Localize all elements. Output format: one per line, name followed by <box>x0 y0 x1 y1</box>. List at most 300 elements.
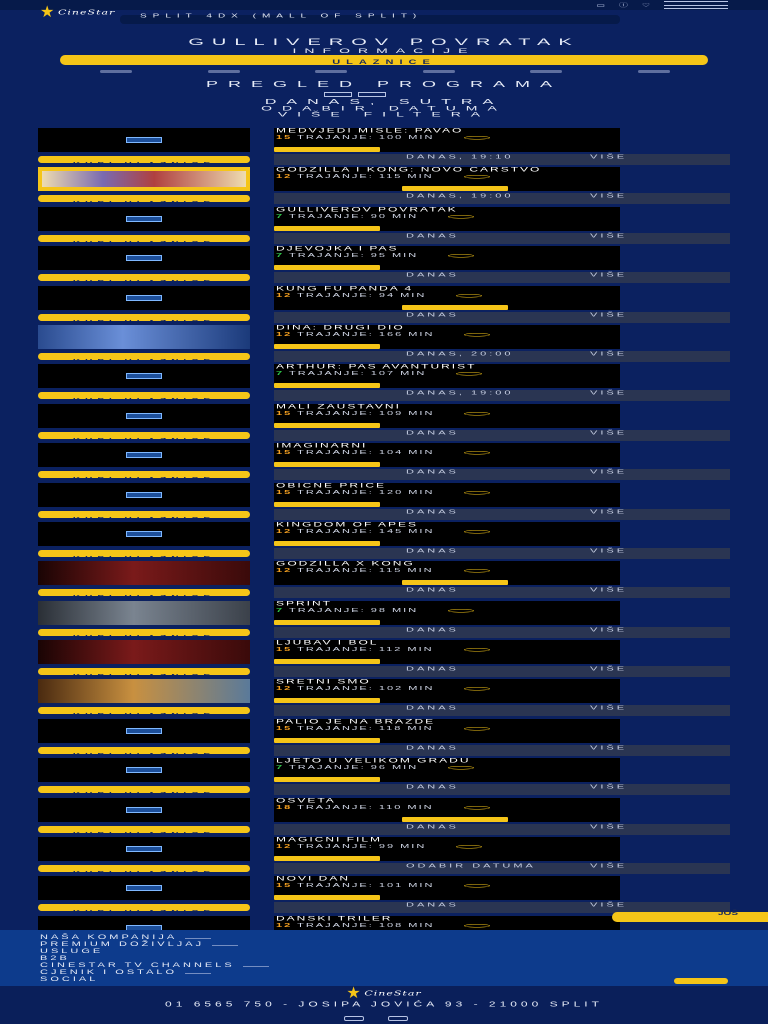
buy-tickets-button[interactable] <box>38 629 250 636</box>
movie-info[interactable] <box>274 325 620 349</box>
format-icon <box>448 215 474 219</box>
social-icons <box>344 1016 408 1021</box>
showtime-band <box>274 233 730 244</box>
cinema-name: SPLIT 4DX (MALL OF SPLIT) <box>140 13 423 20</box>
movie-title[interactable]: LJUBAV I BOL <box>276 640 379 647</box>
showtime-day[interactable]: DANAS, 19:00 <box>406 390 514 397</box>
movie-meta <box>276 214 474 219</box>
age-rating-badge: 7 <box>276 213 285 220</box>
movie-info[interactable] <box>274 246 620 270</box>
star-icon: ★ <box>346 985 361 1002</box>
movie-info[interactable] <box>274 876 620 900</box>
buy-tickets-button[interactable] <box>38 550 250 557</box>
movie-info[interactable] <box>274 128 620 152</box>
carousel-dot[interactable] <box>638 70 670 73</box>
movie-duration: TRAJANJE: 118 MIN <box>297 725 434 732</box>
buy-tickets-button[interactable] <box>38 432 250 439</box>
movie-info[interactable] <box>274 640 620 664</box>
movie-row <box>38 207 730 246</box>
date-picker[interactable]: ODABIR DATUMA <box>261 104 507 112</box>
movie-meta <box>276 490 490 495</box>
movie-actions <box>38 233 730 244</box>
movie-actions <box>38 784 730 795</box>
language-tag <box>274 147 380 152</box>
buy-tickets-button[interactable] <box>38 904 250 911</box>
format-icon <box>464 648 490 652</box>
buy-tickets-button[interactable] <box>38 353 250 360</box>
format-icon <box>456 293 482 297</box>
movie-meta <box>276 923 490 928</box>
language-tag <box>402 817 508 822</box>
footer-address: 01 6565 750 - JOSIPA JOVIĆA 93 - 21000 SPLIT <box>165 1000 603 1009</box>
carousel-dot[interactable] <box>315 70 347 73</box>
image-placeholder-icon <box>126 295 162 301</box>
chevron-down-icon <box>185 938 211 939</box>
movie-meta <box>276 647 490 652</box>
showtime-band <box>274 627 730 638</box>
movie-meta <box>276 568 490 573</box>
program-title: PREGLED PROGRAMA <box>205 79 563 89</box>
buy-tickets-button[interactable] <box>38 392 250 399</box>
image-placeholder-icon <box>126 413 162 419</box>
movie-actions <box>38 351 730 362</box>
movie-info[interactable] <box>274 364 620 388</box>
movie-row <box>38 798 730 837</box>
buy-tickets-button[interactable] <box>38 274 250 281</box>
age-rating-badge: 12 <box>276 528 293 535</box>
age-rating-badge: 15 <box>276 410 293 417</box>
movie-poster[interactable] <box>38 758 250 782</box>
movie-meta <box>276 608 474 613</box>
movie-duration: TRAJANJE: 120 MIN <box>297 489 435 496</box>
more-link[interactable]: VIŠE <box>590 587 628 594</box>
movie-duration: TRAJANJE: 96 MIN <box>288 764 419 771</box>
more-link[interactable]: VIŠE <box>590 823 628 830</box>
movie-info[interactable] <box>274 404 620 428</box>
carousel-dot[interactable] <box>208 70 240 73</box>
chevron-down-icon <box>243 966 269 967</box>
more-link[interactable]: VIŠE <box>590 429 628 436</box>
footer-link[interactable]: SOCIAL <box>40 975 99 983</box>
language-tag <box>274 659 380 664</box>
movie-title[interactable]: OBIČNE PRIČE <box>276 482 387 489</box>
movie-info[interactable] <box>274 522 620 546</box>
showtime-day[interactable]: DANAS <box>406 626 459 633</box>
movie-row <box>38 286 730 325</box>
movie-poster[interactable] <box>38 798 250 822</box>
movie-poster[interactable] <box>38 246 250 270</box>
movie-title[interactable]: KINGDOM OF APES <box>276 521 419 528</box>
movie-title[interactable]: DJEVOJKA I PAS <box>276 246 399 253</box>
showtime-day[interactable]: DANAS <box>406 587 459 594</box>
movie-poster[interactable] <box>38 483 250 507</box>
buy-tickets-button[interactable] <box>38 195 250 202</box>
movie-meta <box>276 450 490 455</box>
movie-info[interactable] <box>274 837 620 861</box>
movie-meta <box>276 765 474 770</box>
language-tag <box>274 698 380 703</box>
buy-tickets-button[interactable] <box>38 511 250 518</box>
buy-tickets-button[interactable] <box>38 589 250 596</box>
format-icon <box>464 530 490 534</box>
showtime-band <box>274 705 730 716</box>
movie-actions <box>38 154 730 165</box>
language-tag <box>274 265 380 270</box>
movie-poster[interactable] <box>38 719 250 743</box>
more-link[interactable]: VIŠE <box>590 626 628 633</box>
info-icon[interactable]: ⓘ <box>618 1 628 8</box>
movie-title[interactable]: PALIO JE NA BRAZDE <box>276 718 436 725</box>
age-rating-badge: 15 <box>276 646 293 653</box>
buy-tickets-button[interactable] <box>38 826 250 833</box>
movie-list <box>38 128 730 955</box>
top-icons <box>596 0 728 10</box>
showtime-band <box>274 351 730 362</box>
showtime-day[interactable]: ODABIR DATUMA <box>406 863 536 870</box>
image-placeholder-icon <box>126 255 162 261</box>
movie-meta <box>276 805 490 810</box>
movie-poster[interactable] <box>38 837 250 861</box>
movie-poster[interactable] <box>38 286 250 310</box>
showtime-band <box>274 430 730 441</box>
format-icon <box>464 569 490 573</box>
list-view-toggle[interactable] <box>358 92 386 97</box>
age-rating-badge: 12 <box>276 173 293 180</box>
movie-duration: TRAJANJE: 115 MIN <box>297 173 434 180</box>
language-tag <box>402 580 508 585</box>
movie-title[interactable]: MAGIČNI FILM <box>276 837 383 844</box>
footer-link[interactable]: PREMIUM DOŽIVLJAJ <box>40 941 238 947</box>
showtime-day[interactable]: DANAS <box>406 744 459 751</box>
movie-actions <box>38 627 730 638</box>
movie-title[interactable]: KUNG FU PANDA 4 <box>276 285 414 292</box>
movie-info[interactable] <box>274 167 620 191</box>
image-placeholder-icon <box>126 137 162 143</box>
age-rating-badge: 7 <box>276 370 285 377</box>
footer-link[interactable]: NAŠA KOMPANIJA <box>40 934 211 940</box>
more-link[interactable]: VIŠE <box>590 863 628 870</box>
movie-info[interactable] <box>274 443 620 467</box>
age-rating-badge: 12 <box>276 331 293 338</box>
buy-tickets-button[interactable] <box>38 786 250 793</box>
movie-duration: TRAJANJE: 109 MIN <box>297 410 435 417</box>
showtime-day[interactable]: DANAS, 19:10 <box>406 154 514 160</box>
grid-view-toggle[interactable] <box>324 92 352 97</box>
movie-title[interactable]: NOVI DAN <box>276 876 351 883</box>
movie-meta <box>276 174 490 179</box>
showtime-band <box>274 587 730 598</box>
more-link[interactable]: VIŠE <box>590 272 628 279</box>
movie-actions <box>38 272 730 283</box>
image-placeholder-icon <box>126 531 162 537</box>
age-rating-badge: 7 <box>276 607 285 614</box>
footer-link[interactable]: B2B <box>40 954 70 962</box>
showtime-day[interactable]: DANAS, 20:00 <box>406 350 514 357</box>
movie-poster[interactable] <box>38 640 250 664</box>
movie-title[interactable]: LJETO U VELIKOM GRADU <box>276 758 471 765</box>
ticket-icon[interactable]: ▭ <box>596 1 605 8</box>
language-tag <box>274 423 380 428</box>
format-icon <box>448 254 474 258</box>
language-tag <box>274 462 380 467</box>
movie-actions <box>38 469 730 480</box>
movie-duration: TRAJANJE: 94 MIN <box>297 292 427 299</box>
hero-headline: GULLIVEROV POVRATAK <box>188 37 580 48</box>
format-icon <box>464 490 490 494</box>
showtime-day[interactable]: DANAS <box>406 232 459 239</box>
movie-row <box>38 758 730 797</box>
buy-tickets-button[interactable] <box>38 314 250 321</box>
movie-info[interactable] <box>274 561 620 585</box>
movie-poster[interactable] <box>38 876 250 900</box>
age-rating-badge: 7 <box>276 764 285 771</box>
movie-duration: TRAJANJE: 115 MIN <box>297 567 434 574</box>
movie-info[interactable] <box>274 286 620 310</box>
movie-title[interactable]: GODZILLA I KONG: NOVO CARSTVO <box>276 167 542 174</box>
age-rating-badge: 15 <box>276 449 293 456</box>
movie-row <box>38 719 730 758</box>
language-tag <box>274 856 380 861</box>
showtime-band <box>274 509 730 520</box>
format-icon <box>464 884 490 888</box>
movie-info[interactable] <box>274 719 620 743</box>
buy-tickets-button[interactable] <box>38 865 250 872</box>
buy-tickets-button[interactable] <box>38 471 250 478</box>
movie-poster[interactable] <box>38 404 250 428</box>
showtime-day[interactable]: DANAS <box>406 902 459 909</box>
movie-title[interactable]: GODZILLA X KONG <box>276 561 415 568</box>
showtime-day[interactable]: DANAS <box>406 508 459 515</box>
heart-icon[interactable]: ♡ <box>641 1 650 8</box>
language-tag <box>274 226 380 231</box>
age-rating-badge: 15 <box>276 134 293 141</box>
movie-actions <box>38 863 730 874</box>
movie-info[interactable] <box>274 679 620 703</box>
star-icon: ★ <box>40 4 55 21</box>
age-rating-badge: 18 <box>276 804 293 811</box>
movie-poster[interactable] <box>38 364 250 388</box>
movie-poster[interactable] <box>38 128 250 152</box>
movie-title[interactable]: SRETNI SMO <box>276 679 371 686</box>
movie-poster[interactable] <box>38 561 250 585</box>
movie-meta <box>276 253 474 258</box>
more-link[interactable]: VIŠE <box>590 390 628 397</box>
movie-row <box>38 128 730 167</box>
format-icon <box>464 451 490 455</box>
movie-meta <box>276 686 490 691</box>
format-icon <box>464 727 490 731</box>
movie-title[interactable]: GULLIVEROV POVRATAK <box>276 206 458 213</box>
movie-duration: TRAJANJE: 100 MIN <box>297 134 435 141</box>
tickets-cta-button[interactable]: ULAZNICE <box>60 55 708 65</box>
movie-title[interactable]: SPRINT <box>276 600 333 607</box>
movie-meta <box>276 844 482 849</box>
movie-row <box>38 640 730 679</box>
movie-actions <box>38 824 730 835</box>
movie-info[interactable] <box>274 601 620 625</box>
movie-duration: TRAJANJE: 112 MIN <box>297 646 434 653</box>
movie-info[interactable] <box>274 798 620 822</box>
buy-tickets-button[interactable] <box>38 668 250 675</box>
chevron-down-icon <box>212 945 238 946</box>
movie-poster[interactable] <box>38 601 250 625</box>
format-icon <box>448 608 474 612</box>
movie-info[interactable] <box>274 483 620 507</box>
showtime-day[interactable]: DANAS <box>406 429 459 436</box>
movie-row <box>38 601 730 640</box>
footer-accent[interactable] <box>674 978 728 984</box>
more-link[interactable]: VIŠE <box>590 666 628 673</box>
movie-title[interactable]: MEDVJEDI MISLE: PAVAO <box>276 128 464 134</box>
footer-link[interactable]: CINESTAR TV CHANNELS <box>40 962 269 968</box>
movie-poster[interactable] <box>38 522 250 546</box>
buy-tickets-button[interactable] <box>38 235 250 242</box>
more-link[interactable]: VIŠE <box>590 469 628 476</box>
movie-actions <box>38 666 730 677</box>
image-placeholder-icon <box>126 216 162 222</box>
showtime-band <box>274 154 730 165</box>
footer-link[interactable]: USLUGE <box>40 947 104 955</box>
age-rating-badge: 12 <box>276 922 293 929</box>
carousel-dots[interactable] <box>100 70 670 73</box>
format-icon <box>464 924 490 928</box>
more-link[interactable]: VIŠE <box>590 311 628 318</box>
movie-actions <box>38 548 730 559</box>
showtime-band <box>274 824 730 835</box>
movie-title[interactable]: OSVETA <box>276 797 336 804</box>
footer-link[interactable]: CJENIK I OSTALO <box>40 969 211 975</box>
format-icon <box>464 805 490 809</box>
buy-tickets-button[interactable] <box>38 707 250 714</box>
movie-title[interactable]: DANSKI TRILER <box>276 915 393 922</box>
movie-title[interactable]: MALI ZAUSTAVNI <box>276 403 401 410</box>
showtime-day[interactable]: DANAS <box>406 547 459 554</box>
footer-logo[interactable]: ★ CineStar <box>346 985 422 1002</box>
more-link[interactable]: VIŠE <box>590 902 628 909</box>
more-link[interactable]: VIŠE <box>590 232 628 239</box>
age-rating-badge: 15 <box>276 489 293 496</box>
movie-info[interactable] <box>274 207 620 231</box>
movie-poster[interactable] <box>38 325 250 349</box>
movie-poster[interactable] <box>38 207 250 231</box>
showtime-band <box>274 784 730 795</box>
movie-row <box>38 404 730 443</box>
format-icon <box>448 766 474 770</box>
age-rating-badge: 12 <box>276 685 293 692</box>
facebook-icon[interactable] <box>344 1016 364 1021</box>
movie-title[interactable]: IMAGINARNI <box>276 443 368 450</box>
more-link[interactable]: VIŠE <box>590 744 628 751</box>
movie-row <box>38 443 730 482</box>
movie-row <box>38 364 730 403</box>
more-link[interactable]: VIŠE <box>590 154 628 160</box>
showtime-band <box>274 272 730 283</box>
movie-row <box>38 679 730 718</box>
showtime-day[interactable]: DANAS <box>406 311 459 318</box>
showtime-day[interactable]: DANAS <box>406 666 459 673</box>
menu-icon[interactable] <box>664 1 728 9</box>
more-link[interactable]: VIŠE <box>590 350 628 357</box>
showtime-band <box>274 745 730 756</box>
carousel-dot[interactable] <box>100 70 132 73</box>
format-icon <box>464 333 490 337</box>
language-tag <box>274 895 380 900</box>
movie-poster[interactable] <box>38 679 250 703</box>
movie-actions <box>38 312 730 323</box>
language-tag <box>274 620 380 625</box>
movie-row <box>38 837 730 876</box>
movie-meta <box>276 371 482 376</box>
movie-poster[interactable] <box>38 167 250 191</box>
age-rating-badge: 15 <box>276 725 293 732</box>
cinestar-logo[interactable]: ★ CineStar <box>40 4 116 21</box>
showtime-band <box>274 390 730 401</box>
movie-poster[interactable] <box>38 443 250 467</box>
movie-row <box>38 325 730 364</box>
instagram-icon[interactable] <box>388 1016 408 1021</box>
load-more-button[interactable]: JOŠ <box>612 912 768 922</box>
carousel-dot[interactable] <box>423 70 455 73</box>
movie-meta <box>276 529 490 534</box>
movie-duration: TRAJANJE: 107 MIN <box>288 370 427 377</box>
movie-actions <box>38 705 730 716</box>
carousel-dot[interactable] <box>530 70 562 73</box>
more-link[interactable]: VIŠE <box>590 193 628 200</box>
hero-subline: INFORMACIJE <box>292 46 476 55</box>
more-link[interactable]: VIŠE <box>590 508 628 515</box>
showtime-day[interactable]: DANAS <box>406 823 459 830</box>
movie-meta <box>276 883 490 888</box>
showtime-band <box>274 666 730 677</box>
movie-actions <box>38 587 730 598</box>
date-selector[interactable]: DANAS, SUTRA <box>264 98 504 106</box>
more-link[interactable]: VIŠE <box>590 547 628 554</box>
format-icon <box>464 687 490 691</box>
showtime-day[interactable]: DANAS, 19:00 <box>406 193 514 200</box>
buy-tickets-button[interactable] <box>38 156 250 163</box>
language-tag <box>274 541 380 546</box>
movie-meta <box>276 726 490 731</box>
movie-info[interactable] <box>274 758 620 782</box>
movie-duration: TRAJANJE: 95 MIN <box>288 252 419 259</box>
age-rating-badge: 12 <box>276 292 293 299</box>
movie-duration: TRAJANJE: 108 MIN <box>297 922 435 929</box>
more-link[interactable]: VIŠE <box>590 784 628 791</box>
showtime-day[interactable]: DANAS <box>406 784 459 791</box>
language-tag <box>274 777 380 782</box>
movie-meta <box>276 135 490 140</box>
movie-row <box>38 876 730 915</box>
age-rating-badge: 12 <box>276 843 293 850</box>
showtime-day[interactable]: DANAS <box>406 469 459 476</box>
showtime-day[interactable]: DANAS <box>406 705 459 712</box>
image-placeholder-icon <box>126 767 162 773</box>
buy-tickets-button[interactable] <box>38 747 250 754</box>
showtime-band <box>274 312 730 323</box>
more-filters-button[interactable]: VIŠE FILTERA <box>277 110 491 118</box>
image-placeholder-icon <box>126 728 162 734</box>
more-link[interactable]: VIŠE <box>590 705 628 712</box>
view-toggles[interactable] <box>324 92 386 97</box>
movie-title[interactable]: DINA: DRUGI DIO <box>276 324 405 331</box>
showtime-band <box>274 193 730 204</box>
movie-row <box>38 483 730 522</box>
image-placeholder-icon <box>126 452 162 458</box>
language-tag <box>274 502 380 507</box>
movie-duration: TRAJANJE: 101 MIN <box>297 882 435 889</box>
showtime-day[interactable]: DANAS <box>406 272 459 279</box>
movie-title[interactable]: ARTHUR: PAS AVANTURIST <box>276 364 477 371</box>
